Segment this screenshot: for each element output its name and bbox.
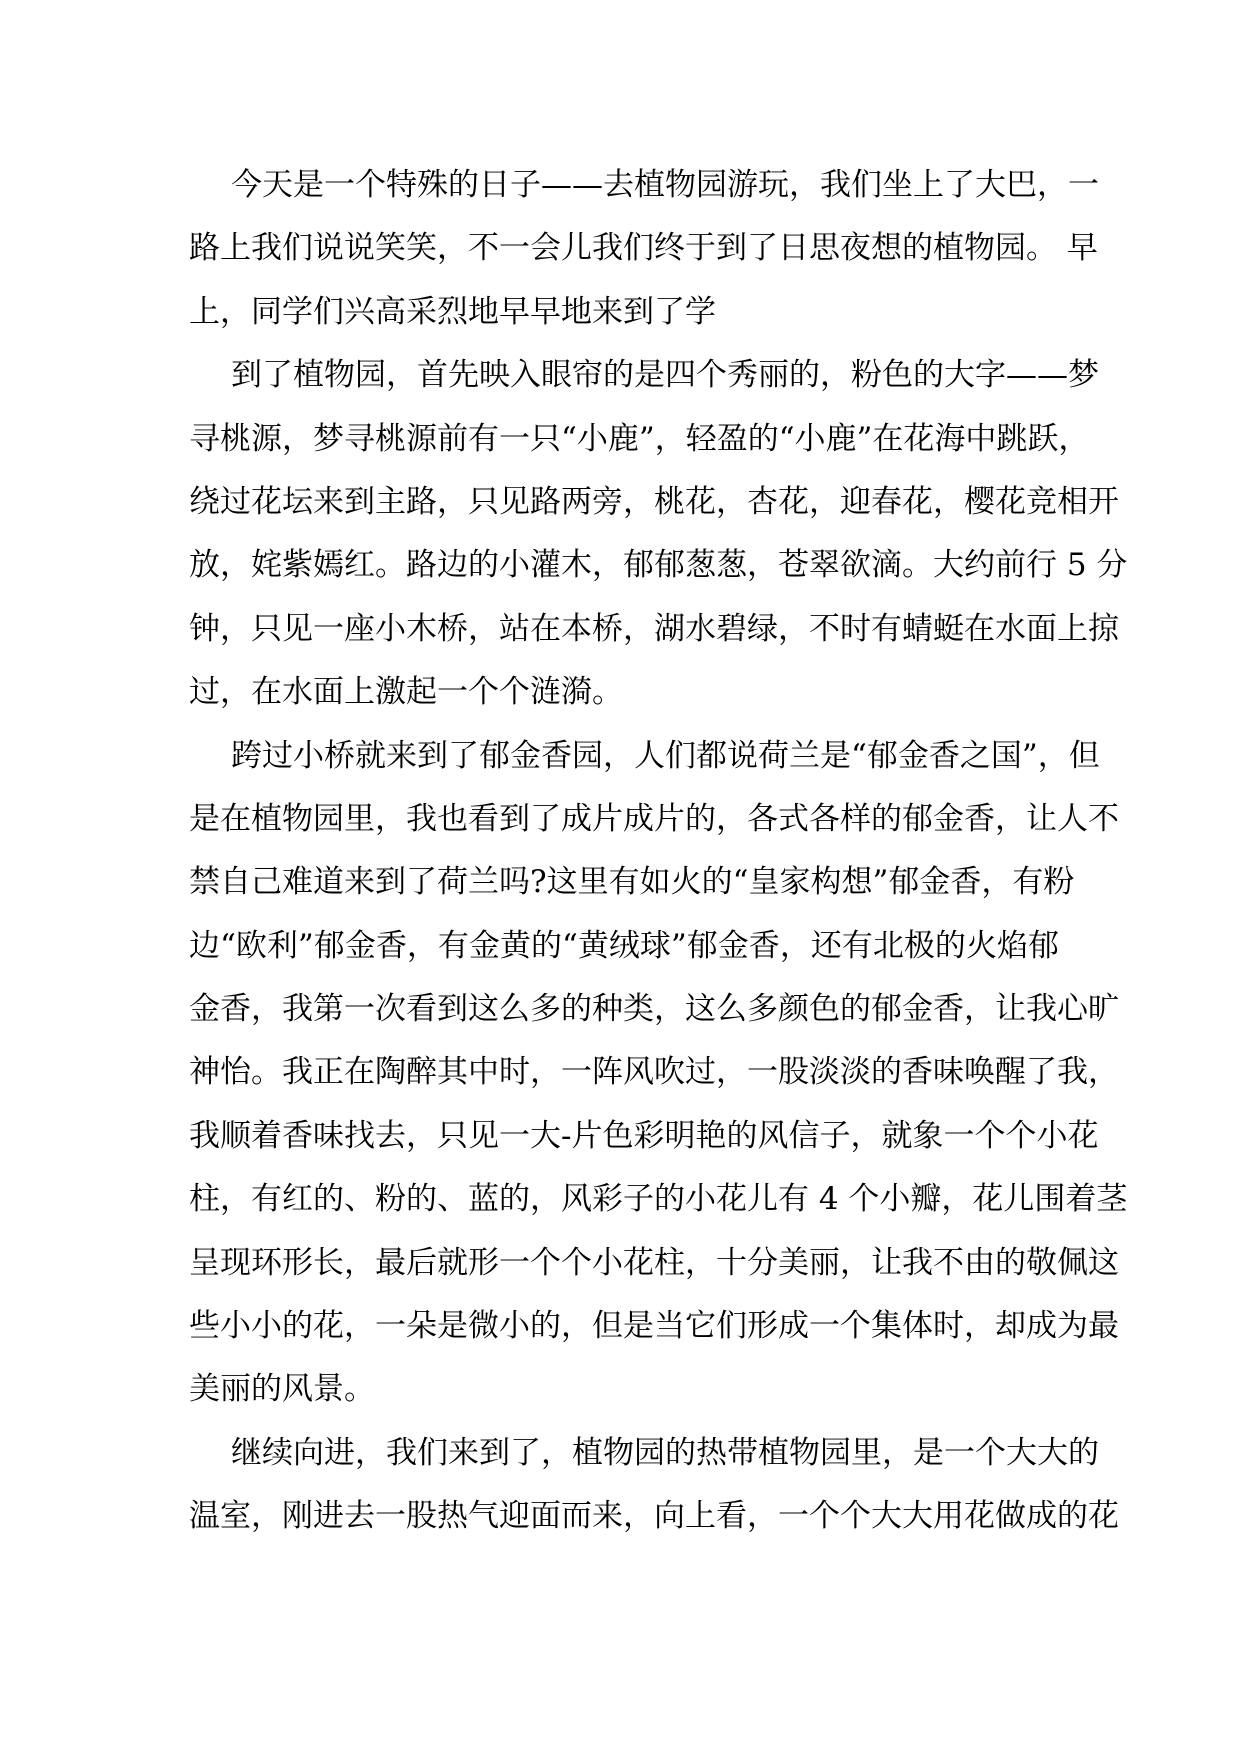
text-line: 跨过小桥就来到了郁金香园，人们都说荷兰是“郁金香之国”，但: [231, 737, 1100, 774]
text-line: 放，姹紫嫣红。路边的小灌木，郁郁葱葱，苍翠欲滴。大约前行 5 分: [189, 547, 1128, 584]
paragraph-3: [189, 725, 1128, 1422]
document-body: [189, 154, 1128, 1549]
text-line: 呈现环形长，最后就形一个个小花柱，十分美丽，让我不由的敬佩这: [189, 1244, 1119, 1281]
text-line: 继续向进，我们来到了，植物园的热带植物园里，是一个大大的: [231, 1434, 1099, 1471]
text-line: 上，同学们兴高采烈地早早地来到了学: [189, 293, 716, 330]
text-line: 些小小的花，一朵是微小的，但是当它们形成一个集体时，却成为最: [189, 1308, 1119, 1345]
text-line: 金香，我第一次看到这么多的种类，这么多颜色的郁金香，让我心旷: [189, 991, 1119, 1028]
text-line: 边“欧利”郁金香，有金黄的“黄绒球”郁金香，还有北极的火焰郁: [189, 927, 1059, 964]
text-line: 寻桃源，梦寻桃源前有一只“小鹿”，轻盈的“小鹿”在花海中跳跃，: [189, 420, 1090, 457]
text-line: 是在植物园里，我也看到了成片成片的，各式各样的郁金香，让人不: [189, 800, 1119, 837]
text-line: 柱，有红的、粉的、蓝的，风彩子的小花儿有 4 个小瓣，花儿围着茎: [189, 1181, 1128, 1218]
text-line: 今天是一个特殊的日子——去植物园游玩，我们坐上了大巴，一: [231, 167, 1099, 203]
paragraph-2: [189, 344, 1128, 724]
text-line: 温室，刚进去一股热气迎面而来，向上看，一个个大大用花做成的花: [189, 1498, 1119, 1535]
text-line: 绕过花坛来到主路，只见路两旁，桃花，杏花，迎春花，樱花竞相开: [189, 483, 1119, 520]
text-line: 禁自己难道来到了荷兰吗?这里有如火的“皇家构想”郁金香，有粉: [189, 864, 1075, 901]
text-line: 美丽的风景。: [189, 1371, 375, 1408]
text-line: 到了植物园，首先映入眼帘的是四个秀丽的，粉色的大字——梦: [231, 357, 1099, 394]
text-line: 神怡。我正在陶醉其中时，一阵风吹过，一股淡淡的香味唤醒了我，: [189, 1054, 1119, 1091]
paragraph-4: [189, 1422, 1119, 1549]
text-line: 过，在水面上激起一个个涟漪。: [189, 674, 623, 711]
text-line: 路上我们说说笑笑，不一会儿我们终于到了日思夜想的植物园。 早: [189, 230, 1098, 267]
text-line: 钟，只见一座小木桥，站在本桥，湖水碧绿，不时有蜻蜓在水面上掠: [189, 610, 1119, 647]
paragraph-1: [189, 154, 1099, 344]
text-line: 我顺着香味找去，只见一大-片色彩明艳的风信子，就象一个个小花: [189, 1117, 1099, 1154]
